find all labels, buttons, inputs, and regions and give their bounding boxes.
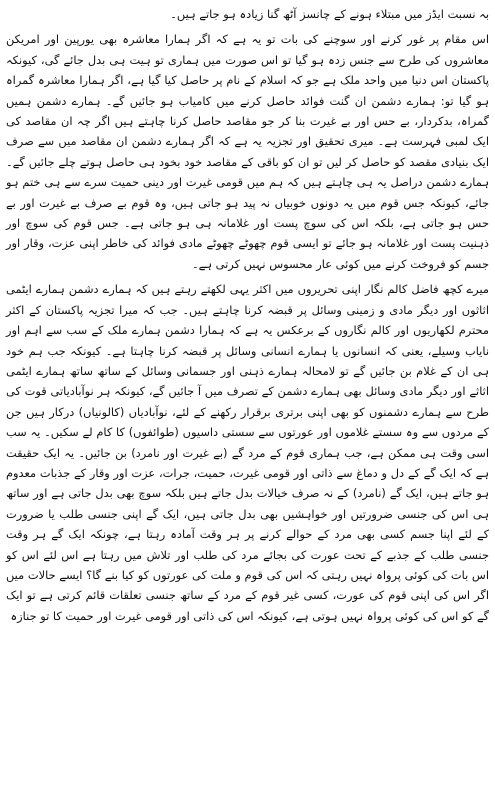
article-paragraph-1: بہ نسبت ایڈز میں مبتلاء ہونے کے چانسز آٹھ گنا زیادہ ہو جاتے ہیں۔	[170, 7, 489, 21]
article-paragraph-2: اس مقام پر غور کرنے اور سوچنے کی بات تو یہ ہے کہ اگر ہمارا معاشرہ بھی یورپین اور امریکن معاشروں کی طرح سے جنس زدہ ہو گیا تو اس صورت میں ہماری تو ہیت ہی بدل جائے گی، کیونکہ پاکستان اس دنیا میں واحد ملک ہے جو کہ اسلام کے نام پر حاصل کیا گیا ہے، اگر ہمارا معاشرہ گمراہ ہو گیا تو: ہمارے دشمن ان گنت فوائد حاصل کرنے میں کامیاب ہو جائیں گے۔ ہمارے دشمن ہمیں گمراہ، بدکردار، بے حس اور بے غیرت بنا کر جو مقاصد حاصل کرنا چاہتے ہیں اگر چہ ان مقاصد کی ایک لمبی فہرست ہے۔ میری تحقیق اور تجزیہ یہ ہے کہ اگر ہمارے دشمن ان مقاصد میں سے صرف ایک بنیادی مقصد کو حاصل کر لیں تو ان کو باقی کے مقاصد خود بخود ہی حاصل ہوتے چلے جائیں گے۔ ہمارے دشمن دراصل یہ ہی چاہتے ہیں کہ ہم میں قومی غیرت اور دینی حمیت سرے سے ہی ختم ہو جائے، کیونکہ جس قوم میں یہ دونوں خوبیاں نہ پید ہو جاتی ہیں، وہ قوم بے صرف بے غیرت اور بے حس ہو جاتی ہے، بلکہ اس کی سوچ پست اور غلامانہ ہی ہو جاتی ہے۔ جس قوم کی سوچ اور ذہنیت پست اور غلامانہ ہو جائے تو ایسی قوم چھوٹے چھوٹے مادی فوائد کی خاطر اپنی عزت، وقار اور جسم کو فروخت کرنے میں کوئی عار محسوس نہیں کرتی ہے۔	[6, 32, 489, 271]
article-paragraph-3: میرے کچھ فاضل کالم نگار اپنی تحریروں میں اکثر یہی لکھتے رہتے ہیں کہ ہمارے دشمن ہمارے ایٹمی اثاثوں اور دیگر مادی و زمینی وسائل پر قبضہ کرنا چاہتے ہیں۔ جب کہ میرا تجزیہ پاکستان کے اکثر محترم لکھاریوں اور کالم نگاروں کے برعکس یہ ہے کہ ہمارا دشمن ہمارے ملک کے سب سے اہم اور نایاب وسیلے، یعنی کہ انسانوں یا ہمارے انسانی وسائل پر قبضہ کرنا چاہتا ہے۔ کیونکہ جب ہم خود ہی ان کے غلام بن جائیں گے تو لامحالہ ہمارے ذہنی اور جسمانی وسائل کے ساتھ ساتھ ہمارے ایٹمی اثاثے اور دیگر مادی وسائل بھی ہمارے دشمن کے تصرف میں آ جائیں گے، کیونکہ ہر نوآبادیاتی قوت کی طرح سے ہمارے دشمنوں کو بھی اپنی برتری برقرار رکھنے کے لئے، نوآبادیاں (کالونیاں) درکار ہیں جن کے مردوں سے وہ سستے غلاموں اور عورتوں سے سستی داسیوں (طوائفوں) کا کام لے سکیں۔ یہ سب اسی وقت ہی ممکن ہے، جب ہماری قوم کے مرد گے (بے غیرت اور نامرد) بن جائیں۔ یہ ایک حقیقت ہے کہ ایک گے کے دل و دماغ سے ذاتی اور قومی غیرت، حمیت، جرات، عزت اور وقار کے جذبات معدوم ہو جاتے ہیں، ایک گے (نامرد) کے نہ صرف خیالات بدل جاتے ہیں بلکہ سوچ بھی بدل جاتی ہے اور ساتھ ہی اس کی جنسی ضرورتیں اور خواہشیں بھی بدل جاتی ہیں، ایک گے اپنی جنسی طلب یا ضرورت کے لئے اپنا جسم کسی بھی مرد کے حوالے کرنے پر ہر وقت آمادہ رہتا ہے، چونکہ ایک گے ہر وقت جنسی طلب کے جذبے کے تحت عورت کی بجائے مرد کی طلب اور تلاش میں رہتا ہے اس لئے اس کو اس بات کی کوئی پرواہ نہیں رہتی کہ اس کی قوم و ملت کی عورتوں کو کیا بنے گا؟ ایسے حالات میں اگر اس کی اپنی قوم کی عورت، کسی غیر قوم کے مرد کے ساتھ جنسی تعلقات قائم کرتی ہے تو ایک گے کو اس کی کوئی پرواہ نہیں ہوتی ہے، کیونکہ اس کی ذاتی اور قومی غیرت اور حمیت کا تو جنازہ	[6, 282, 489, 623]
